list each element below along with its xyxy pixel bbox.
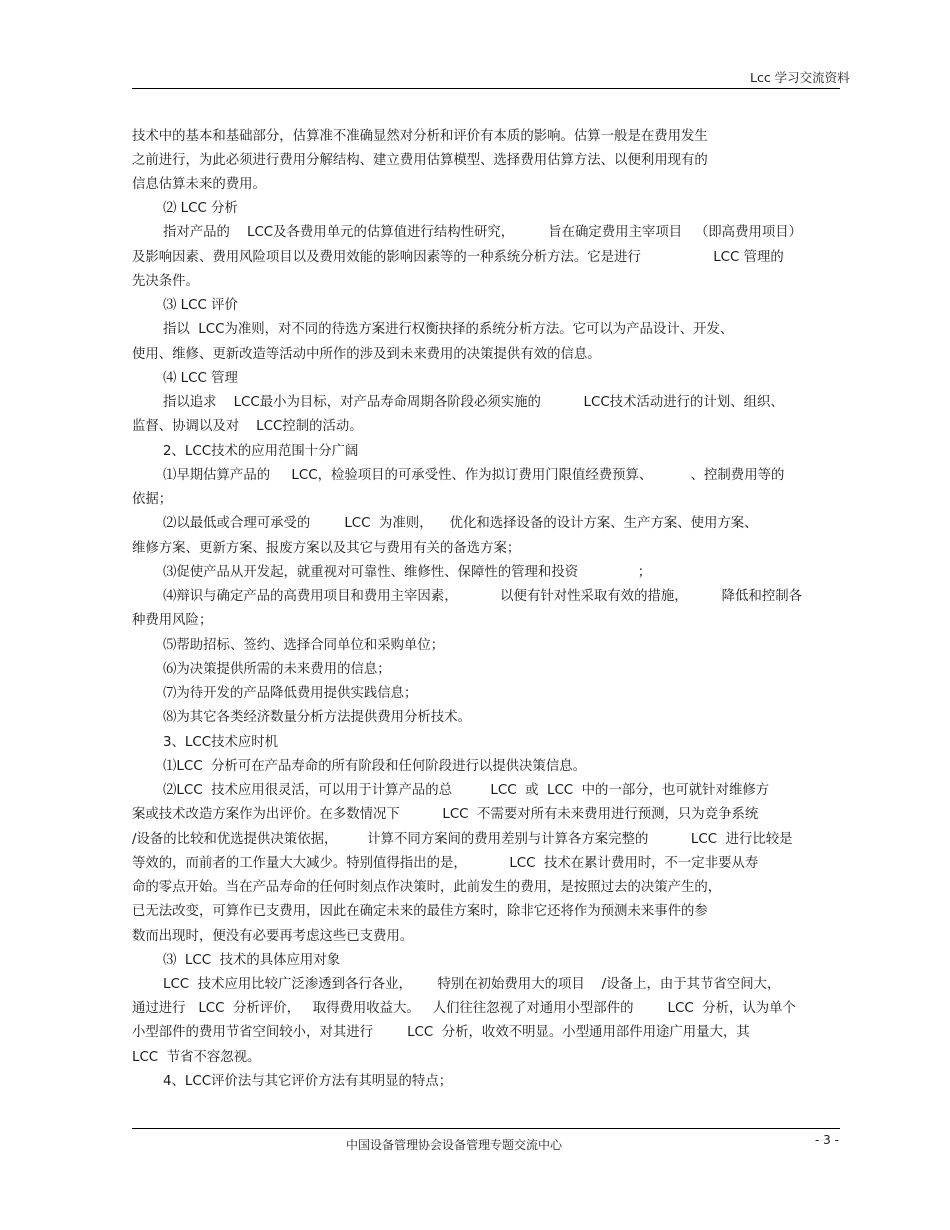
text-line: 通过进行 LCC 分析评价， 取得费用收益大。 人们往往忽视了对通用小型部件的 LCC 分析，认为单个 (132, 1001, 796, 1016)
text-line: ⑵以最低或合理可承受的 LCC 为准则， 优化和选择设备的设计方案、生产方案、使用方案、 (163, 516, 758, 531)
text-line: /设备的比较和优选提供决策依据， 计算不同方案间的费用差别与计算各方案完整的 LCC 进行比较是 (132, 832, 793, 847)
page-number: - 3 - (815, 1133, 839, 1147)
text-line: ⑶ LCC 技术的具体应用对象 (163, 953, 341, 968)
text-line: 已无法改变，可算作已支费用，因此在确定未来的最佳方案时，除非它还将作为预测未来事件的参 (132, 904, 708, 919)
text-line: ⑶促使产品从开发起，就重视对可靠性、维修性、保障性的管理和投资 ； (163, 565, 652, 580)
text-line: 信息估算未来的费用。 (132, 177, 266, 192)
text-line: ⑸帮助招标、签约、选择合同单位和采购单位； (163, 638, 445, 653)
text-line: LCC 技术应用比较广泛渗透到各行各业， 特别在初始费用大的项目 /设备上，由于其节省空间大， (163, 977, 781, 992)
text-line: 数而出现时，便没有必要再考虑这些已支费用。 (132, 929, 414, 944)
text-line: ⑴早期估算产品的 LCC，检验项目的可承受性、作为拟订费用门限值经费预算、 、控制费用等的 (163, 468, 785, 483)
text-line: ⑶ LCC 评价 (163, 298, 238, 313)
text-line: 维修方案、更新方案、报废方案以及其它与费用有关的备选方案； (132, 541, 521, 556)
text-line: ⑺为待开发的产品降低费用提供实践信息； (163, 686, 418, 701)
text-line: 先决条件。 (132, 274, 199, 289)
text-line: ⑷辩识与确定产品的高费用项目和费用主宰因素， 以便有针对性采取有效的措施， 降低和控制各 (163, 589, 803, 604)
text-line: 等效的，而前者的工作量大大减少。特别值得指出的是， LCC 技术在累计费用时，不一定非要从寿 (132, 856, 759, 871)
text-line: 种费用风险； (132, 613, 213, 628)
section-heading: 4、LCC评价法与其它评价方法有其明显的特点； (163, 1074, 453, 1089)
text-line: 指对产品的 LCC及各费用单元的估算值进行结构性研究， 旨在确定费用主宰项目 （即高费用项目） (163, 225, 803, 240)
header-rule (132, 88, 840, 89)
text-line: ⑷ LCC 管理 (163, 371, 238, 386)
text-line: ⑵ LCC 分析 (163, 201, 238, 216)
text-line: 及影响因素、费用风险项目以及费用效能的影响因素等的一种系统分析方法。它是进行 LCC 管理的 (132, 250, 784, 265)
text-line: 监督、协调以及对 LCC控制的活动。 (132, 419, 363, 434)
footer-rule (132, 1128, 840, 1129)
text-line: 技术中的基本和基础部分，估算准不准确显然对分析和评价有本质的影响。估算一般是在费用发生 (132, 129, 708, 144)
text-line: ⑻为其它各类经济数量分析方法提供费用分析技术。 (163, 710, 471, 725)
text-line: 小型部件的费用节省空间较小，对其进行 LCC 分析，收效不明显。小型通用部件用途广用量大，其 (132, 1025, 750, 1040)
text-line: 案或技术改造方案作为出评价。在多数情况下 LCC 不需要对所有未来费用进行预测，只为竞争系统 (132, 807, 759, 822)
text-line: ⑴LCC 分析可在产品寿命的所有阶段和任何阶段进行以提供决策信息。 (163, 759, 586, 774)
page-header: Lcc 学习交流资料 (750, 70, 850, 85)
text-line: ⑹为决策提供所需的未来费用的信息； (163, 662, 391, 677)
text-line: 使用、维修、更新改造等活动中所作的涉及到未来费用的决策提供有效的信息。 (132, 347, 601, 362)
text-line: 命的零点开始。当在产品寿命的任何时刻点作决策时，此前发生的费用，是按照过去的决策产生的， (132, 880, 722, 895)
text-line: 指以追求 LCC最小为目标，对产品寿命周期各阶段必须实施的 LCC技术活动进行的计划、组织、 (163, 395, 784, 410)
page-footer: 中国设备管理协会设备管理专题交流中心 (346, 1138, 563, 1152)
text-line: 依据； (132, 492, 173, 507)
text-line: LCC 节省不容忽视。 (132, 1050, 261, 1065)
section-heading: 3、LCC技术应时机 (163, 735, 279, 750)
text-line: 之前进行，为此必须进行费用分解结构、建立费用估算模型、选择费用估算方法、以便利用现有的 (132, 153, 708, 168)
section-heading: 2、LCC技术的应用范围十分广阔 (163, 444, 359, 459)
text-line: ⑵LCC 技术应用很灵活，可以用于计算产品的总 LCC 或 LCC 中的一部分，也可就针对维修方 (163, 783, 770, 798)
text-line: 指以 LCC为准则，对不同的待选方案进行权衡抉择的系统分析方法。它可以为产品设计、开发、 (163, 322, 734, 337)
